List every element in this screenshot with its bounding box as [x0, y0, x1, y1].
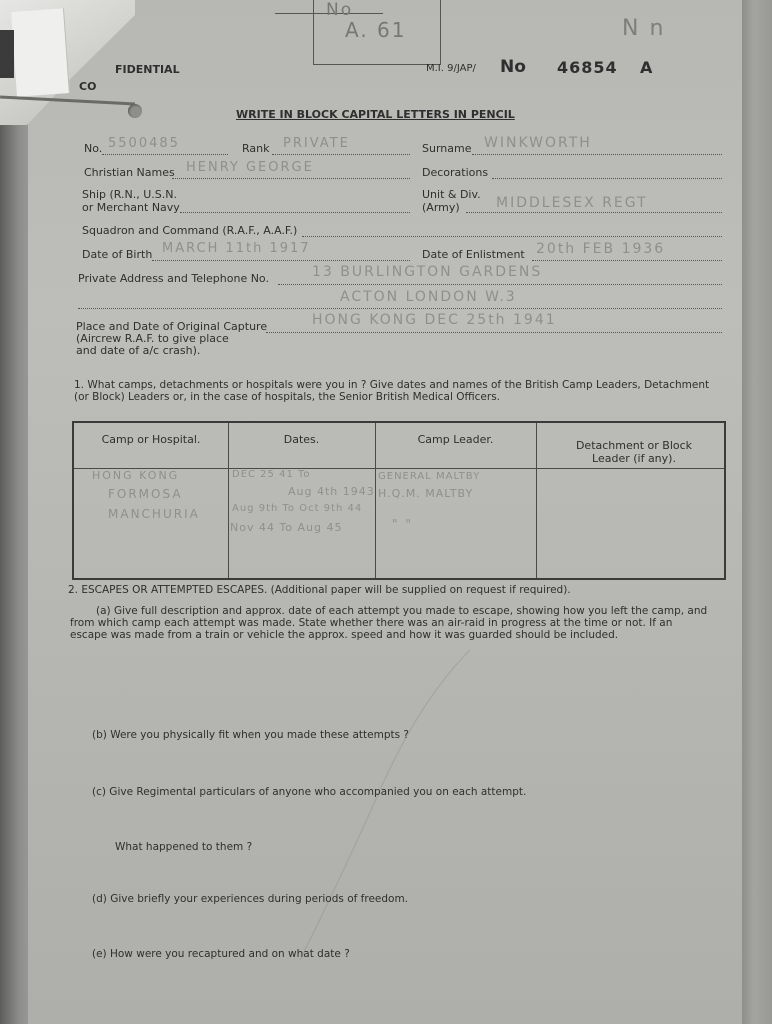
table-cell-camp: FORMOSA — [108, 487, 183, 501]
capture-label-line1: Place and Date of Original Capture — [76, 320, 268, 333]
ship-label-line2: or Merchant Navy — [82, 201, 180, 214]
number-symbol: No — [500, 57, 526, 77]
table-cell-dates: Aug 9th To Oct 9th 44 — [232, 503, 363, 514]
rank-value: PRIVATE — [283, 136, 350, 151]
dob-value: MARCH 11th 1917 — [162, 241, 311, 256]
no-value: 5500485 — [108, 136, 180, 151]
question-1-line1: 1. What camps, detachments or hospitals were you in ? Give dates and names of the British Camp Leaders, Detachment — [74, 379, 710, 391]
question-2-heading: 2. ESCAPES OR ATTEMPTED ESCAPES. (Additional paper will be supplied on request if required). — [68, 584, 571, 596]
capture-label-line2: (Aircrew R.A.F. to give place — [76, 332, 229, 345]
no-label: No. — [84, 142, 103, 155]
table-cell-leader: H.Q.M. MALTBY — [378, 487, 474, 500]
form-suffix: A — [640, 58, 653, 77]
ref-prefix: M.I. 9/JAP/ — [426, 63, 476, 74]
form-number: 46854 — [557, 58, 618, 77]
capture-label-line3: and date of a/c crash). — [76, 344, 201, 357]
unit-label-line2: (Army) — [422, 201, 460, 214]
instruction-heading: WRITE IN BLOCK CAPITAL LETTERS IN PENCIL — [236, 108, 515, 121]
address-line-1: 13 BURLINGTON GARDENS — [312, 264, 543, 280]
confidential-label: FIDENTIAL — [115, 63, 180, 76]
unit-value: MIDDLESEX REGT — [496, 195, 648, 211]
question-2e: (e) How were you recaptured and on what date ? — [92, 948, 350, 960]
address-label: Private Address and Telephone No. — [78, 272, 269, 285]
table-header-dates: Dates. — [283, 433, 320, 446]
surname-value: WINKWORTH — [484, 135, 592, 151]
table-cell-dates: Nov 44 To Aug 45 — [230, 521, 343, 534]
christian-names-value: HENRY GEORGE — [186, 160, 314, 175]
table-header-camp: Camp or Hospital. — [101, 433, 201, 446]
question-2b: (b) Were you physically fit when you made these attempts ? — [92, 729, 409, 741]
question-2c-followup: What happened to them ? — [115, 841, 253, 853]
question-2c: (c) Give Regimental particulars of anyone who accompanied you on each attempt. — [92, 786, 527, 798]
table-header-camp-leader: Camp Leader. — [417, 433, 494, 446]
enlistment-value: 20th FEB 1936 — [536, 241, 666, 257]
address-line-2: ACTON LONDON W.3 — [340, 289, 517, 305]
christian-names-label: Christian Names — [84, 166, 175, 179]
unit-label-line1: Unit & Div. — [422, 188, 481, 201]
table-cell-camp: MANCHURIA — [108, 507, 200, 521]
ship-label-line1: Ship (R.N., U.S.N. — [82, 188, 177, 201]
table-cell-dates: Aug 4th 1943 — [288, 485, 375, 498]
decorations-label: Decorations — [422, 166, 489, 179]
question-1-line2: (or Block) Leaders or, in the case of hospitals, the Senior British Medical Officers. — [74, 391, 501, 403]
capture-value: HONG KONG DEC 25th 1941 — [312, 312, 557, 328]
stamp-hand-bottom: A. 61 — [345, 18, 407, 42]
rank-label: Rank — [242, 142, 270, 155]
corner-annotation: N n — [622, 16, 666, 41]
stamp-hand-top: No — [326, 0, 354, 20]
table-header-detachment: Detachment or Block Leader (if any). — [575, 439, 693, 465]
surname-label: Surname — [422, 142, 472, 155]
table-cell-leader: GENERAL MALTBY — [378, 471, 481, 482]
table-cell-camp: HONG KONG — [92, 469, 180, 482]
dob-label: Date of Birth — [82, 248, 153, 261]
question-2a-line1: (a) Give full description and approx. date of each attempt you made to escape, showing how you left the camp, and — [96, 605, 708, 617]
enlistment-label: Date of Enlistment — [422, 248, 525, 261]
question-2a-line3: escape was made from a train or vehicle the approx. speed and how it was guarded should be included. — [70, 629, 619, 641]
table-cell-leader: " " — [392, 517, 413, 531]
table-cell-dates: DEC 25 41 To — [232, 469, 311, 480]
question-2d: (d) Give briefly your experiences during periods of freedom. — [92, 893, 409, 905]
question-2a-line2: from which camp each attempt was made. State whether there was an air-raid in progress at the time or not. If an — [70, 617, 673, 629]
squadron-label: Squadron and Command (R.A.F., A.A.F.) — [82, 224, 298, 237]
confidential-label-fragment: CO — [79, 80, 97, 93]
